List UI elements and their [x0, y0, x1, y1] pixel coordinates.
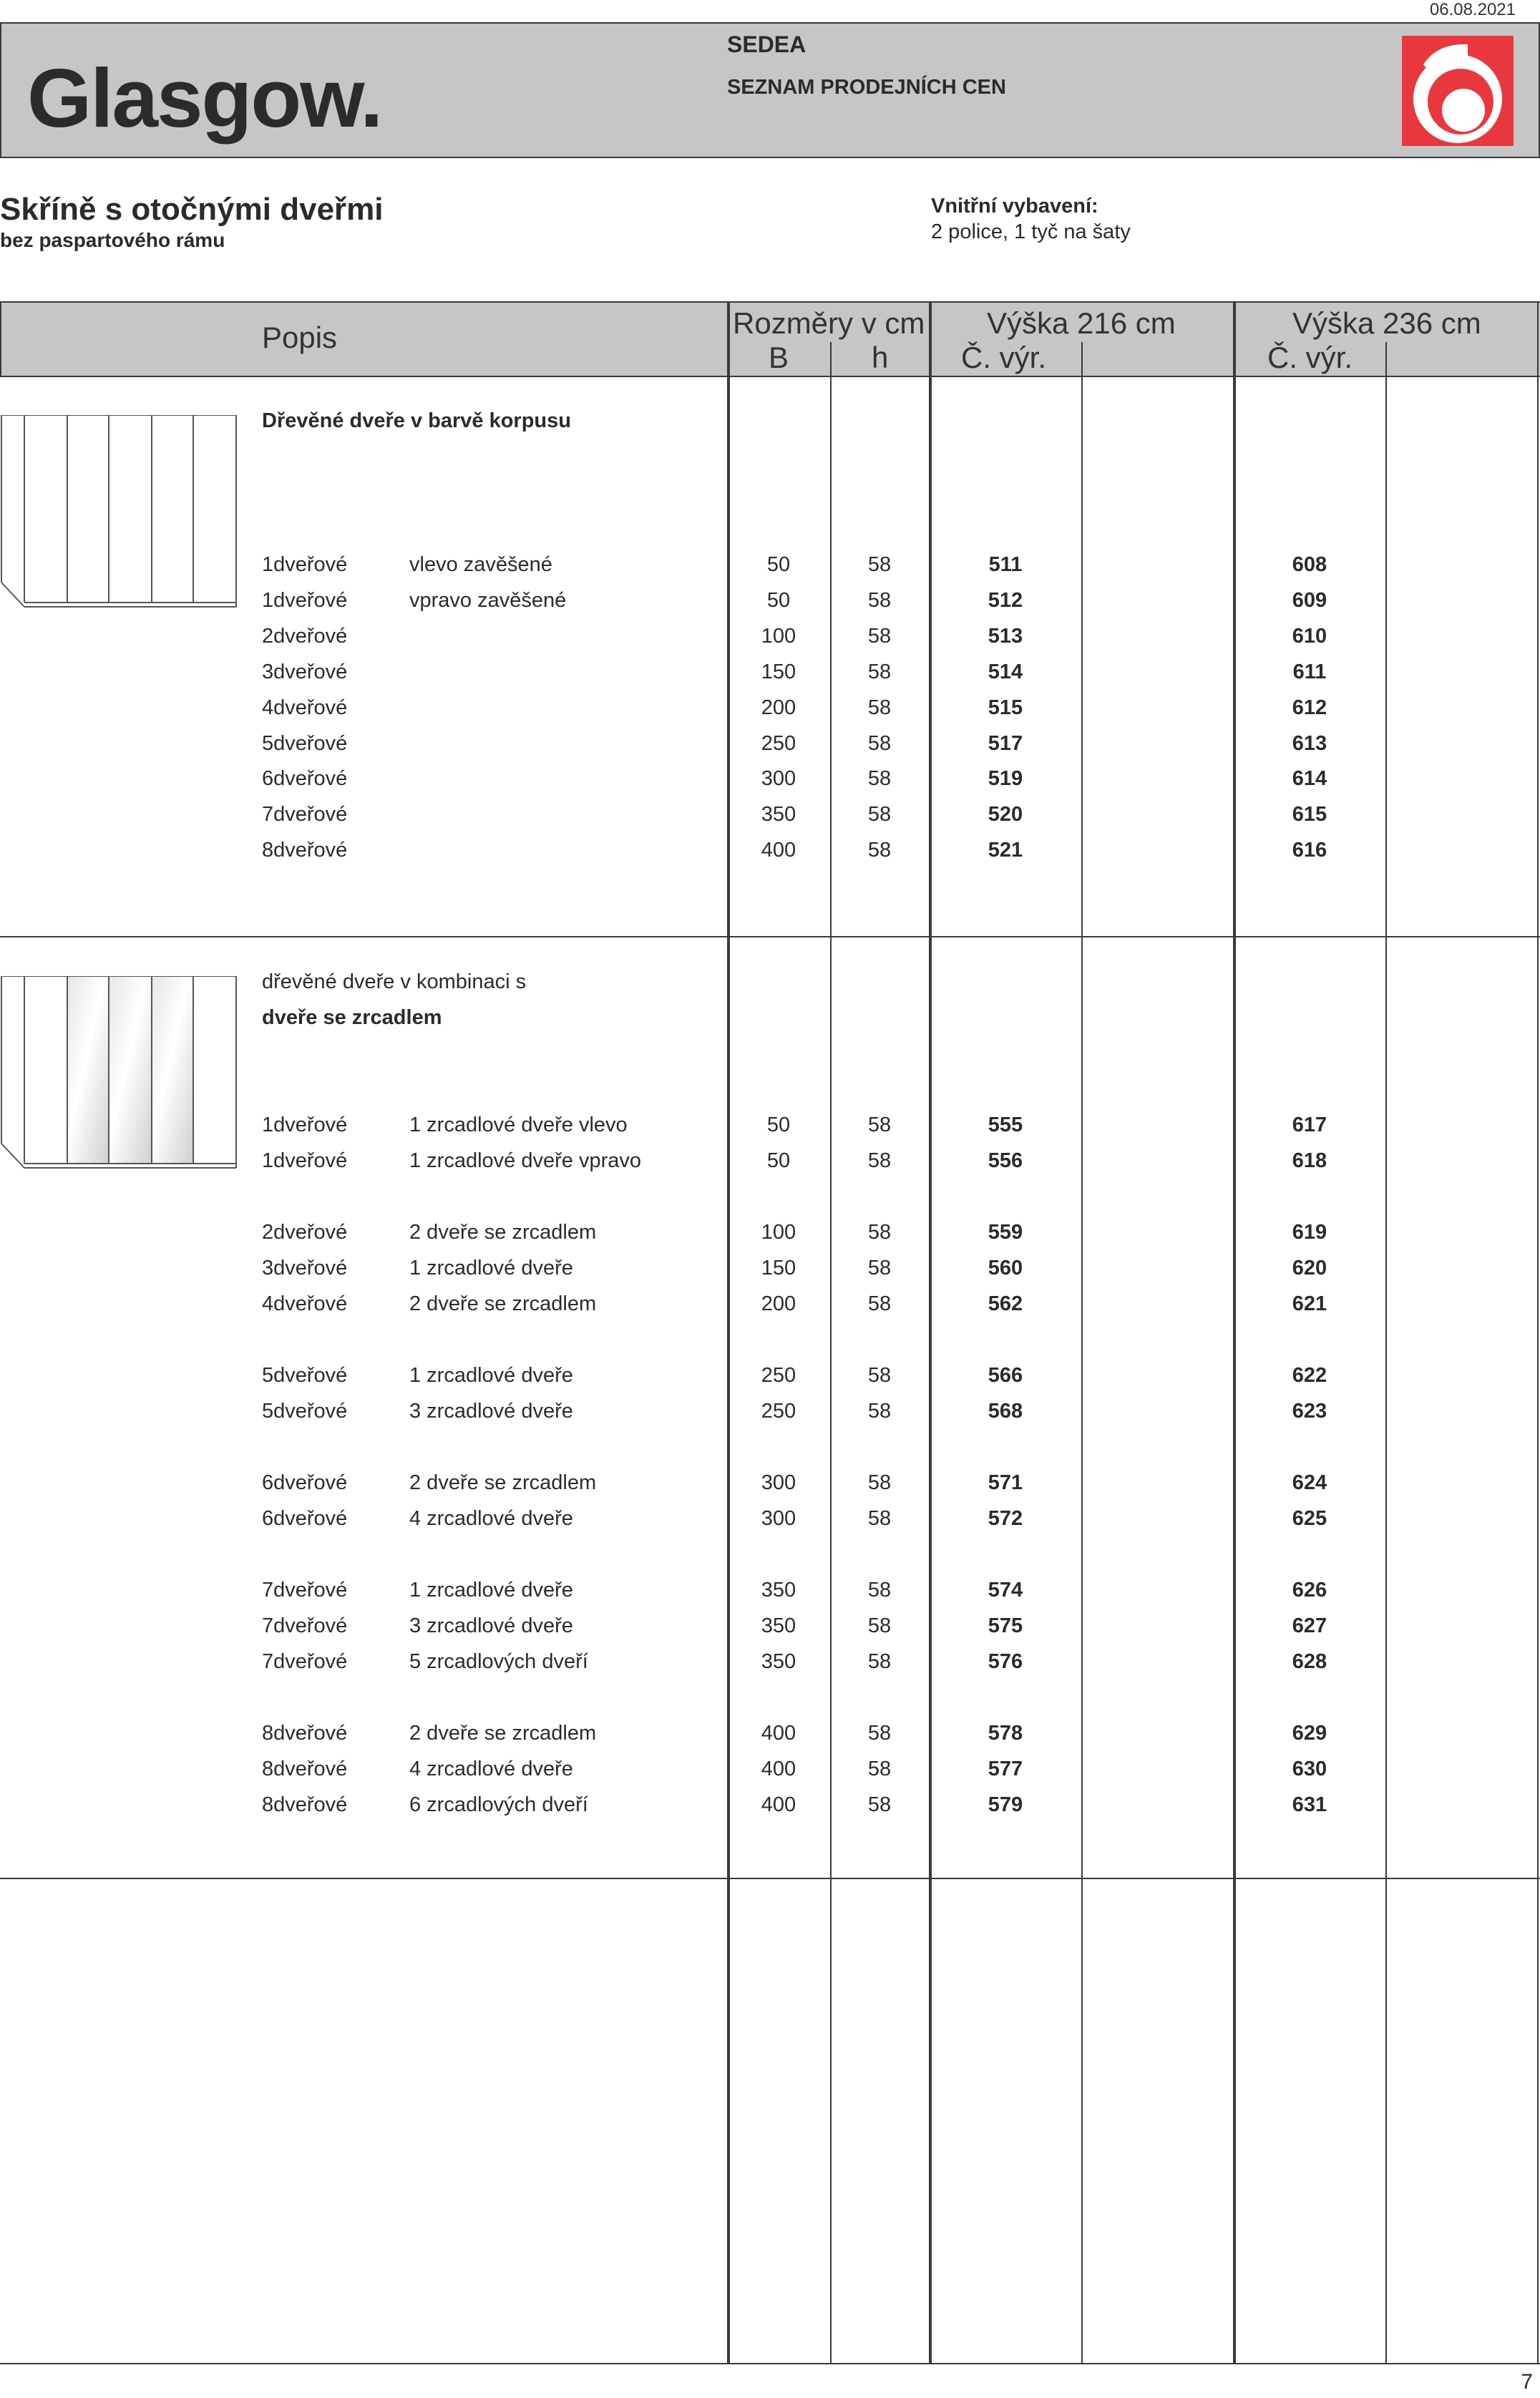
wardrobe-mirror-doors-icon: [0, 976, 239, 1171]
description: 1 zrcadlové dveře: [409, 1579, 573, 1602]
code-216: 560: [988, 1257, 1023, 1280]
code-236: 615: [1292, 803, 1327, 826]
header-width-b: B: [769, 341, 789, 374]
door-count: 6dveřové: [262, 1471, 348, 1494]
table-bottom-line: [0, 2363, 1540, 2364]
width-b: 350: [761, 803, 796, 826]
depth-h: 58: [867, 1579, 892, 1602]
product-subtitle: bez paspartového rámu: [0, 229, 225, 251]
door-count: 3dveřové: [262, 661, 348, 683]
section-divider: [0, 1878, 1540, 1879]
code-236: 614: [1292, 767, 1327, 790]
code-236: 629: [1292, 1722, 1327, 1745]
code-236: 621: [1292, 1292, 1327, 1315]
door-count: 8dveřové: [262, 1758, 348, 1780]
description: 1 zrcadlové dveře vpravo: [409, 1149, 641, 1172]
description: 1 zrcadlové dveře: [409, 1257, 573, 1280]
width-b: 250: [761, 1364, 796, 1387]
depth-h: 58: [867, 1722, 892, 1745]
door-count: 8dveřové: [262, 839, 348, 862]
equipment-label: Vnitřní vybavení:: [931, 195, 1098, 218]
depth-h: 58: [867, 767, 892, 790]
code-236: 627: [1292, 1614, 1327, 1637]
code-216: 576: [988, 1650, 1023, 1673]
code-236: 618: [1292, 1149, 1327, 1172]
header-popis: Popis: [262, 321, 338, 354]
document-date: 06.08.2021: [1429, 0, 1516, 19]
code-216: 514: [988, 661, 1023, 683]
code-236: 617: [1292, 1113, 1327, 1136]
depth-h: 58: [867, 589, 892, 612]
section1-title: Dřevěné dveře v barvě korpusu: [262, 409, 571, 432]
depth-h: 58: [867, 625, 892, 648]
depth-h: 58: [867, 553, 892, 576]
code-216: 513: [988, 625, 1023, 648]
door-count: 1dveřové: [262, 553, 348, 576]
depth-h: 58: [867, 1793, 892, 1816]
width-b: 100: [761, 1221, 796, 1244]
code-236: 608: [1292, 553, 1327, 576]
door-count: 7dveřové: [262, 803, 348, 826]
code-236: 623: [1292, 1400, 1327, 1423]
table-left-edge: [0, 301, 1, 377]
door-count: 8dveřové: [262, 1722, 348, 1745]
width-b: 400: [761, 1722, 796, 1745]
header-depth-h: h: [872, 341, 889, 374]
door-count: 5dveřové: [262, 732, 348, 755]
depth-h: 58: [867, 1507, 892, 1530]
door-count: 1dveřové: [262, 589, 348, 612]
width-b: 100: [761, 625, 796, 648]
code-236: 619: [1292, 1221, 1327, 1244]
description: 2 dveře se zrcadlem: [409, 1221, 597, 1244]
depth-h: 58: [867, 1257, 892, 1280]
code-216: 515: [988, 696, 1023, 719]
code-236: 620: [1292, 1257, 1327, 1280]
depth-h: 58: [867, 803, 892, 826]
depth-h: 58: [867, 1614, 892, 1637]
code-236: 622: [1292, 1364, 1327, 1387]
description: vpravo zavěšené: [409, 589, 567, 612]
door-count: 8dveřové: [262, 1793, 348, 1816]
door-count: 6dveřové: [262, 1507, 348, 1530]
code-236: 624: [1292, 1471, 1327, 1494]
width-b: 400: [761, 1758, 796, 1780]
code-236: 630: [1292, 1758, 1327, 1780]
depth-h: 58: [867, 696, 892, 719]
width-b: 250: [761, 732, 796, 755]
header-code-216: Č. výr.: [961, 341, 1047, 374]
description: 5 zrcadlových dveří: [409, 1650, 588, 1673]
width-b: 250: [761, 1400, 796, 1423]
description: 3 zrcadlové dveře: [409, 1614, 573, 1637]
door-count: 2dveřové: [262, 625, 348, 648]
code-236: 611: [1292, 661, 1327, 683]
width-b: 300: [761, 1471, 796, 1494]
width-b: 300: [761, 767, 796, 790]
header-code-236: Č. výr.: [1267, 341, 1353, 374]
table-header-bottom-line: [0, 376, 1540, 377]
width-b: 400: [761, 1793, 796, 1816]
code-236: 612: [1292, 696, 1327, 719]
code-216: 579: [988, 1793, 1023, 1816]
code-216: 521: [988, 839, 1023, 862]
table-right-edge: [1537, 301, 1539, 2364]
code-216: 574: [988, 1579, 1023, 1602]
depth-h: 58: [867, 1113, 892, 1136]
code-216: 520: [988, 803, 1023, 826]
code-216: 575: [988, 1614, 1023, 1637]
code-236: 628: [1292, 1650, 1327, 1673]
header-dimensions: Rozměry v cm: [733, 306, 925, 340]
section-divider: [0, 936, 1540, 937]
code-216: 577: [988, 1758, 1023, 1780]
code-216: 568: [988, 1400, 1023, 1423]
width-b: 50: [766, 1149, 791, 1172]
description: 1 zrcadlové dveře vlevo: [409, 1113, 628, 1136]
depth-h: 58: [867, 1221, 892, 1244]
code-236: 609: [1292, 589, 1327, 612]
width-b: 300: [761, 1507, 796, 1530]
description: 1 zrcadlové dveře: [409, 1364, 573, 1387]
header-height-216: Výška 216 cm: [987, 306, 1176, 340]
depth-h: 58: [867, 1292, 892, 1315]
code-216: 511: [988, 553, 1023, 576]
section2-title-line1: dřevěné dveře v kombinaci s: [262, 970, 527, 993]
company-name: SEDEA: [727, 31, 806, 57]
code-216: 572: [988, 1507, 1023, 1530]
door-count: 6dveřové: [262, 767, 348, 790]
width-b: 350: [761, 1579, 796, 1602]
equipment-value: 2 police, 1 tyč na šaty: [931, 220, 1131, 243]
depth-h: 58: [867, 1758, 892, 1780]
width-b: 50: [766, 1113, 791, 1136]
depth-h: 58: [867, 732, 892, 755]
code-216: 578: [988, 1722, 1023, 1745]
depth-h: 58: [867, 1400, 892, 1423]
door-count: 5dveřové: [262, 1364, 348, 1387]
door-count: 3dveřové: [262, 1257, 348, 1280]
description: 2 dveře se zrcadlem: [409, 1722, 597, 1745]
width-b: 400: [761, 839, 796, 862]
description: vlevo zavěšené: [409, 553, 552, 576]
code-216: 512: [988, 589, 1023, 612]
column-divider: [1081, 342, 1083, 2364]
brand-title: Glasgow.: [27, 52, 382, 145]
width-b: 200: [761, 1292, 796, 1315]
section2-title-line2: dveře se zrcadlem: [262, 1006, 442, 1029]
code-216: 555: [988, 1113, 1023, 1136]
door-count: 7dveřové: [262, 1614, 348, 1637]
door-count: 7dveřové: [262, 1650, 348, 1673]
door-count: 4dveřové: [262, 1292, 348, 1315]
width-b: 350: [761, 1650, 796, 1673]
code-216: 559: [988, 1221, 1023, 1244]
code-216: 517: [988, 732, 1023, 755]
code-216: 562: [988, 1292, 1023, 1315]
description: 4 zrcadlové dveře: [409, 1758, 573, 1780]
description: 3 zrcadlové dveře: [409, 1400, 573, 1423]
door-count: 7dveřové: [262, 1579, 348, 1602]
door-count: 4dveřové: [262, 696, 348, 719]
code-216: 556: [988, 1149, 1023, 1172]
description: 2 dveře se zrcadlem: [409, 1292, 597, 1315]
column-divider: [1385, 342, 1387, 2364]
product-title: Skříně s otočnými dveřmi: [0, 192, 384, 227]
door-count: 1dveřové: [262, 1113, 348, 1136]
depth-h: 58: [867, 1149, 892, 1172]
header-height-236: Výška 236 cm: [1292, 306, 1481, 340]
code-236: 610: [1292, 625, 1327, 648]
table-top-line: [0, 301, 1540, 303]
depth-h: 58: [867, 1364, 892, 1387]
description: 2 dveře se zrcadlem: [409, 1471, 597, 1494]
code-236: 631: [1292, 1793, 1327, 1816]
width-b: 350: [761, 1614, 796, 1637]
door-count: 2dveřové: [262, 1221, 348, 1244]
code-236: 625: [1292, 1507, 1327, 1530]
document-type: SEZNAM PRODEJNÍCH CEN: [727, 76, 1006, 99]
depth-h: 58: [867, 839, 892, 862]
width-b: 150: [761, 661, 796, 683]
page-number: 7: [1521, 2370, 1533, 2394]
wardrobe-wood-doors-icon: [0, 415, 239, 610]
code-216: 566: [988, 1364, 1023, 1387]
width-b: 50: [766, 553, 791, 576]
sedea-logo-icon: [1402, 36, 1514, 146]
depth-h: 58: [867, 1650, 892, 1673]
width-b: 200: [761, 696, 796, 719]
width-b: 150: [761, 1257, 796, 1280]
door-count: 1dveřové: [262, 1149, 348, 1172]
depth-h: 58: [867, 1471, 892, 1494]
depth-h: 58: [867, 661, 892, 683]
description: 4 zrcadlové dveře: [409, 1507, 573, 1530]
code-236: 626: [1292, 1579, 1327, 1602]
code-236: 616: [1292, 839, 1327, 862]
description: 6 zrcadlových dveří: [409, 1793, 588, 1816]
code-216: 571: [988, 1471, 1023, 1494]
door-count: 5dveřové: [262, 1400, 348, 1423]
width-b: 50: [766, 589, 791, 612]
code-216: 519: [988, 767, 1023, 790]
code-236: 613: [1292, 732, 1327, 755]
